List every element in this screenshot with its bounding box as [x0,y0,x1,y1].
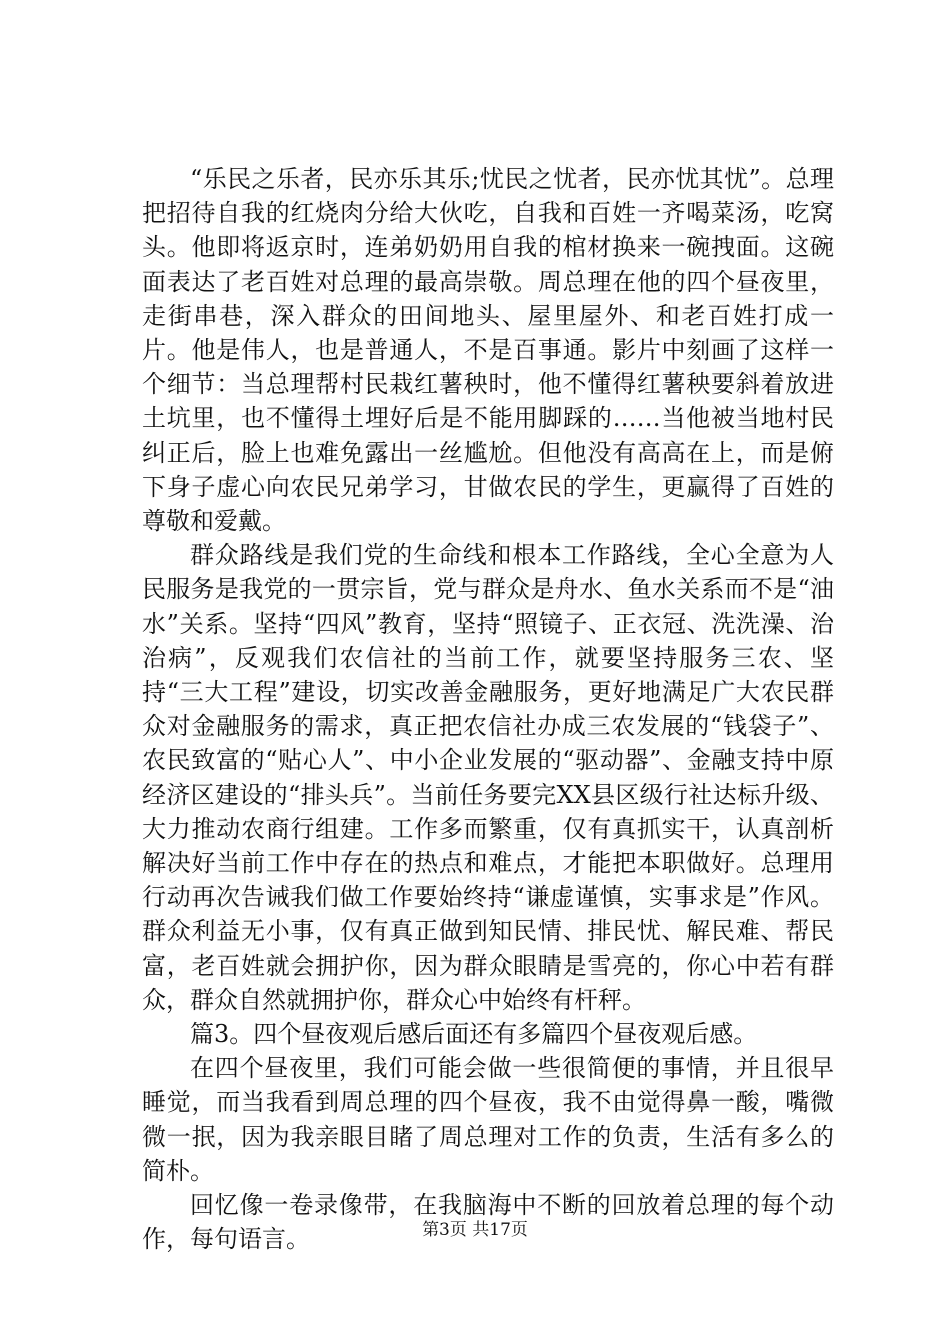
body-text [142,162,834,1257]
paragraph-2: 群众路线是我们党的生命线和根本工作路线，全心全意为人民服务是我党的一贯宗旨，党与群众是舟水、鱼水关系而不是“油水”关系。坚持“四风”教育，坚持“照镜子、正衣冠、洗洗澡、治治病”，反观我们农信社的当前工作，就要坚持服务三农、坚持“三大工程”建设，切实改善金融服务，更好地满足广大农民群众对金融服务的需求，真正把农信社办成三农发展的“钱袋子”、农民致富的“贴心人”、中小企业发展的“驱动器”、金融支持中原经济区建设的“排头兵”。当前任务要完XX县区级行社达标升级、大力推动农商行组建。工作多而繁重，仅有真抓实干，认真剖析解决好当前工作中存在的热点和难点，才能把本职做好。总理用行动再次告诫我们做工作要始终持“谦虚谨慎，实事求是”作风。群众利益无小事，仅有真正做到知民情、排民忧、解民难、帮民富，老百姓就会拥护你，因为群众眼睛是雪亮的，你心中若有群众，群众自然就拥护你，群众心中始终有杆秤。 [142,541,834,1014]
paragraph-4: 在四个昼夜里，我们可能会做一些很简便的事情，并且很早睡觉，而当我看到周总理的四个昼夜，我不由觉得鼻一酸，嘴微微一抿，因为我亲眼目睹了周总理对工作的负责，生活有多么的简朴。 [142,1054,834,1185]
paragraph-1: “乐民之乐者，民亦乐其乐;忧民之忧者，民亦忧其忧”。总理把招待自我的红烧肉分给大伙吃，自我和百姓一齐喝菜汤，吃窝头。他即将返京时，连弟奶奶用自我的棺材换来一碗拽面。这碗面表达了老百姓对总理的最高崇敬。周总理在他的四个昼夜里，走街串巷，深入群众的田间地头、屋里屋外、和老百姓打成一片。他是伟人，也是普通人，不是百事通。影片中刻画了这样一个细节：当总理帮村民栽红薯秧时，他不懂得红薯秧要斜着放进土坑里，也不懂得土埋好后是不能用脚踩的……当他被当地村民纠正后，脸上也难免露出一丝尴尬。但他没有高高在上，而是俯下身子虚心向农民兄弟学习，甘做农民的学生，更赢得了百姓的尊敬和爱戴。 [142,165,834,536]
page-footer: 第3页 共17页 [422,1220,528,1240]
paragraph-5: 回忆像一卷录像带，在我脑海中不断的回放着总理的每个动作，每句语言。 [142,1191,834,1254]
paragraph-3: 篇3。四个昼夜观后感后面还有多篇四个昼夜观后感。 [190,1020,758,1049]
